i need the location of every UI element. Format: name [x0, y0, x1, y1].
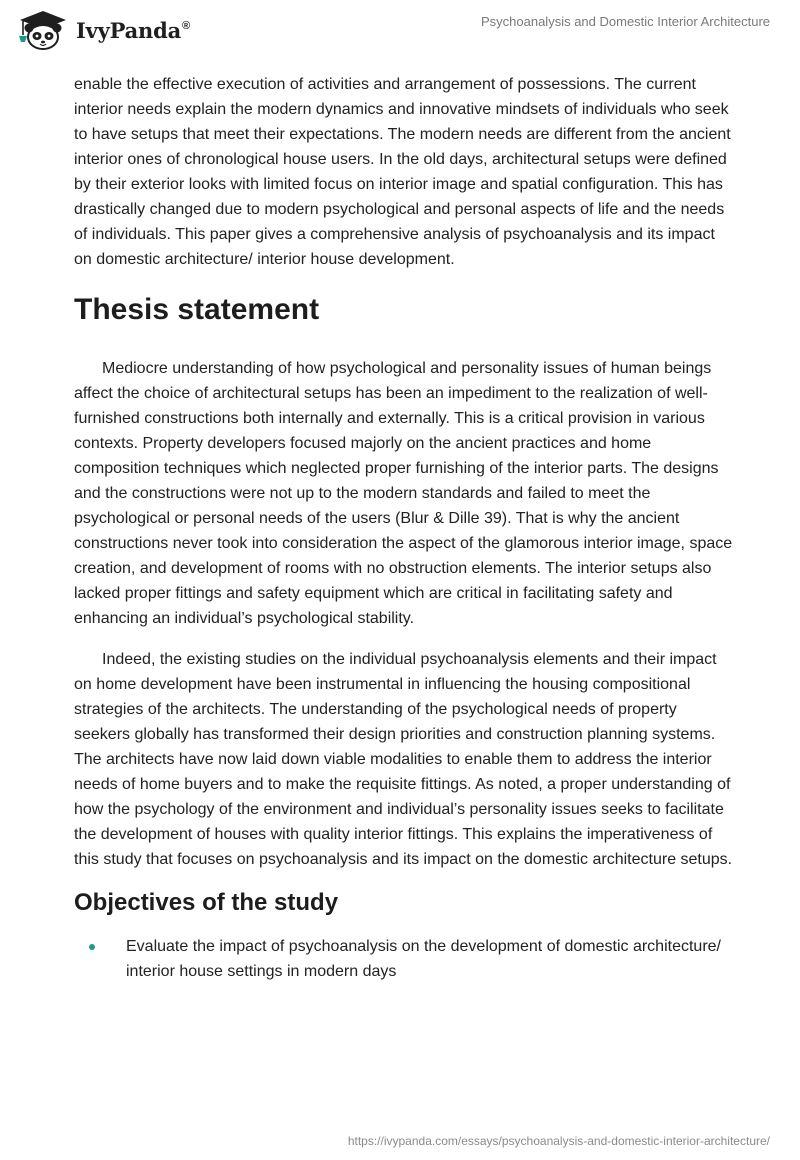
- intro-paragraph: enable the effective execution of activities and arrangement of possessions. The current interior needs explain the modern dynamics and innovative mindsets of individuals who seek to have setups that meet their expectations. The modern needs are different from the ancient interior ones of chronological house users. In the old days, architectural setups were defined by their exterior looks with limited focus on interior image and spatial configuration. This has drastically changed due to modern psychological and personal aspects of life and the needs of individuals. This paper gives a comprehensive analysis of psychoanalysis and its impact on domestic architecture/ interior house development.: [74, 76, 731, 268]
- brand-name: IvyPanda®: [76, 17, 190, 43]
- objectives-list: [74, 934, 734, 984]
- objective-text: Evaluate the impact of psychoanalysis on the development of domestic architecture/ interior house settings in modern days: [126, 938, 721, 980]
- thesis-paragraph: Indeed, the existing studies on the individual psychoanalysis elements and their impact on home development have been instrumental in influencing the housing compositional strategies of the architects. The understanding of the psychological needs of property seekers globally has transformed their design priorities and construction planning systems. The architects have now laid down viable modalities to enable them to address the interior needs of home buyers and to make the requisite fittings. As noted, a proper understanding of how the psychology of the environment and individual’s personality issues seeks to facilitate the development of houses with quality interior fittings. This explains the imperativeness of this study that focuses on psychoanalysis and its impact on the domestic architecture setups.: [74, 651, 733, 868]
- ivypanda-logo[interactable]: [16, 9, 190, 51]
- objectives-heading: Objectives of the study: [74, 889, 339, 916]
- thesis-paragraph: Mediocre understanding of how psychological and personality issues of human beings affect the choice of architectural setups has been an impediment to the realization of well-furnished constructions both internally and externally. This is a critical provision in various contexts. Property developers focused majorly on the ancient practices and home composition techniques which neglected proper furnishing of the interior parts. The designs and the constructions were not up to the modern standards and failed to meet the psychological or personal needs of the users (Blur & Dille 39). That is why the ancient constructions never took into consideration the aspect of the glamorous interior image, space creation, and development of rooms with no obstruction elements. The interior setups also lacked proper fittings and safety equipment which are critical in facilitating safety and enhancing an individual’s psychological stability.: [74, 360, 733, 627]
- bullet-icon: [89, 944, 95, 950]
- panda-graduate-icon: [16, 9, 70, 51]
- essay-body: [74, 72, 734, 984]
- source-url-link[interactable]: https://ivypanda.com/essays/psychoanalysis-and-domestic-interior-architecture/: [347, 1134, 770, 1148]
- list-item: [74, 934, 734, 984]
- page-header: [0, 0, 800, 60]
- document-title: Psychoanalysis and Domestic Interior Architecture: [480, 14, 770, 29]
- thesis-heading: Thesis statement: [74, 293, 320, 326]
- registered-mark: ®: [182, 19, 190, 32]
